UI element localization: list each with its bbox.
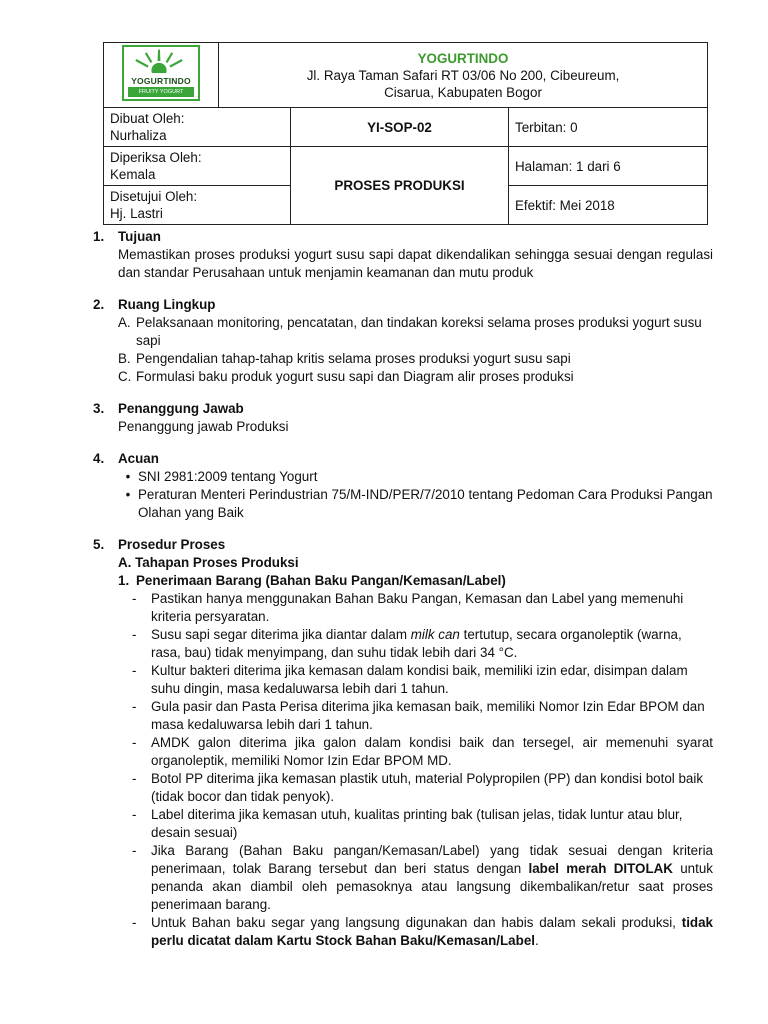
section-number: 4. (93, 451, 105, 466)
page-number: Halaman: 1 dari 6 (509, 147, 708, 186)
list-item: - Kultur bakteri diterima jika kemasan dalam kondisi baik, memiliki izin edar, disimpan dalam suhu dingin, masa kedaluwarsa lebih dari 1 tahun. (132, 663, 688, 696)
document-body (93, 228, 713, 964)
approved-by-cell (104, 186, 291, 225)
section-text: Penanggung jawab Produksi (118, 419, 289, 434)
list-item: • Peraturan Menteri Perindustrian 75/M-IND/PER/7/2010 tentang Pedoman Cara Produksi Pangan Olahan yang Baik (118, 486, 713, 522)
company-name: YOGURTINDO (417, 50, 509, 66)
address-line-2: Cisarua, Kabupaten Bogor (384, 84, 542, 100)
bullet-icon: • (125, 469, 131, 484)
checked-by-name: Kemala (110, 167, 156, 182)
list-item: C. Formulasi baku produk yogurt susu sapi dan Diagram alir proses produksi (118, 369, 574, 384)
address-line-1: Jl. Raya Taman Safari RT 03/06 No 200, Cibeureum, (306, 67, 620, 83)
section-number: 2. (93, 297, 105, 312)
list-item: - Pastikan hanya menggunakan Bahan Baku Pangan, Kemasan dan Label yang memenuhi kriteria persyaratan. (132, 591, 684, 624)
bullet-icon: • (125, 487, 131, 502)
section-acuan (93, 450, 713, 522)
section-title: Acuan (118, 451, 159, 466)
checked-by-label: Diperiksa Oleh: (110, 150, 202, 165)
section-title: Penanggung Jawab (118, 401, 244, 416)
subsection-title: A. Tahapan Proses Produksi (118, 555, 299, 570)
list-item: - Jika Barang (Bahan Baku pangan/Kemasan/Label) yang tidak sesuai dengan kriteria penerimaan, tolak Barang tersebut dan beri status dengan label merah DITOLAK untuk penanda akan diambil oleh pemasoknya atau langsung dikembalikan/retur saat proses penerimaan barang. (132, 843, 713, 912)
section-number: 1. (93, 229, 105, 244)
made-by-name: Nurhaliza (110, 128, 167, 143)
list-item: - Susu sapi segar diterima jika diantar dalam milk can tertutup, secara organoleptik (warna, rasa, bau) tidak menyimpang, dan suhu tidak lebih dari 34 °C. (132, 627, 682, 660)
list-item: B. Pengendalian tahap-tahap kritis selama proses produksi yogurt susu sapi (118, 351, 571, 366)
section-title: Ruang Lingkup (118, 297, 216, 312)
company-info-cell (219, 43, 708, 108)
section-text: Memastikan proses produksi yogurt susu sapi dapat dikendalikan sehingga sesuai dengan regulasi dan standar Perusahaan untuk menjamin keamanan dan mutu produk (118, 247, 713, 280)
step-title: 1. Penerimaan Barang (Bahan Baku Pangan/Kemasan/Label) (118, 573, 506, 588)
section-prosedur-proses (93, 536, 713, 950)
made-by-label: Dibuat Oleh: (110, 111, 185, 126)
section-penanggung-jawab (93, 400, 713, 436)
list-item: • SNI 2981:2009 tentang Yogurt (118, 468, 713, 486)
section-tujuan (93, 228, 713, 282)
logo-wordmark: YOGURTINDO (131, 76, 191, 86)
logo-cell (104, 43, 219, 108)
section-number: 5. (93, 537, 105, 552)
list-item: - AMDK galon diterima jika galon dalam kondisi baik dan tersegel, air memenuhi syarat organoleptik, memiliki Nomor Izin Edar BPOM MD. (132, 735, 713, 768)
approved-by-name: Hj. Lastri (110, 206, 163, 221)
section-ruang-lingkup (93, 296, 713, 386)
sun-sprout-icon (124, 47, 194, 73)
approved-by-label: Disetujui Oleh: (110, 189, 198, 204)
edition: Terbitan: 0 (509, 108, 708, 147)
doc-title: PROSES PRODUKSI (291, 147, 509, 225)
company-logo (122, 45, 200, 101)
sop-header-table (103, 42, 708, 225)
list-item: - Gula pasir dan Pasta Perisa diterima jika kemasan baik, memiliki Nomor Izin Edar BPOM dan masa kedaluwarsa lebih dari 1 tahun. (132, 699, 705, 732)
doc-code: YI-SOP-02 (291, 108, 509, 147)
list-item: A. Pelaksanaan monitoring, pencatatan, dan tindakan koreksi selama proses produksi yogurt susu sapi (118, 315, 702, 348)
logo-tagline: FRUITY YOGURT (128, 87, 194, 97)
section-title: Tujuan (118, 229, 161, 244)
section-title: Prosedur Proses (118, 537, 226, 552)
made-by-cell (104, 108, 291, 147)
effective-date: Efektif: Mei 2018 (509, 186, 708, 225)
list-item: - Label diterima jika kemasan utuh, kualitas printing bak (tulisan jelas, tidak luntur atau blur, desain sesuai) (132, 807, 683, 840)
checked-by-cell (104, 147, 291, 186)
section-number: 3. (93, 401, 105, 416)
list-item: - Botol PP diterima jika kemasan plastik utuh, material Polypropilen (PP) dan kondisi botol baik (tidak bocor dan tidak penyok). (132, 771, 704, 804)
list-item: - Untuk Bahan baku segar yang langsung digunakan dan habis dalam sekali produksi, tidak perlu dicatat dalam Kartu Stock Bahan Baku/Kemasan/Label. (132, 915, 713, 948)
